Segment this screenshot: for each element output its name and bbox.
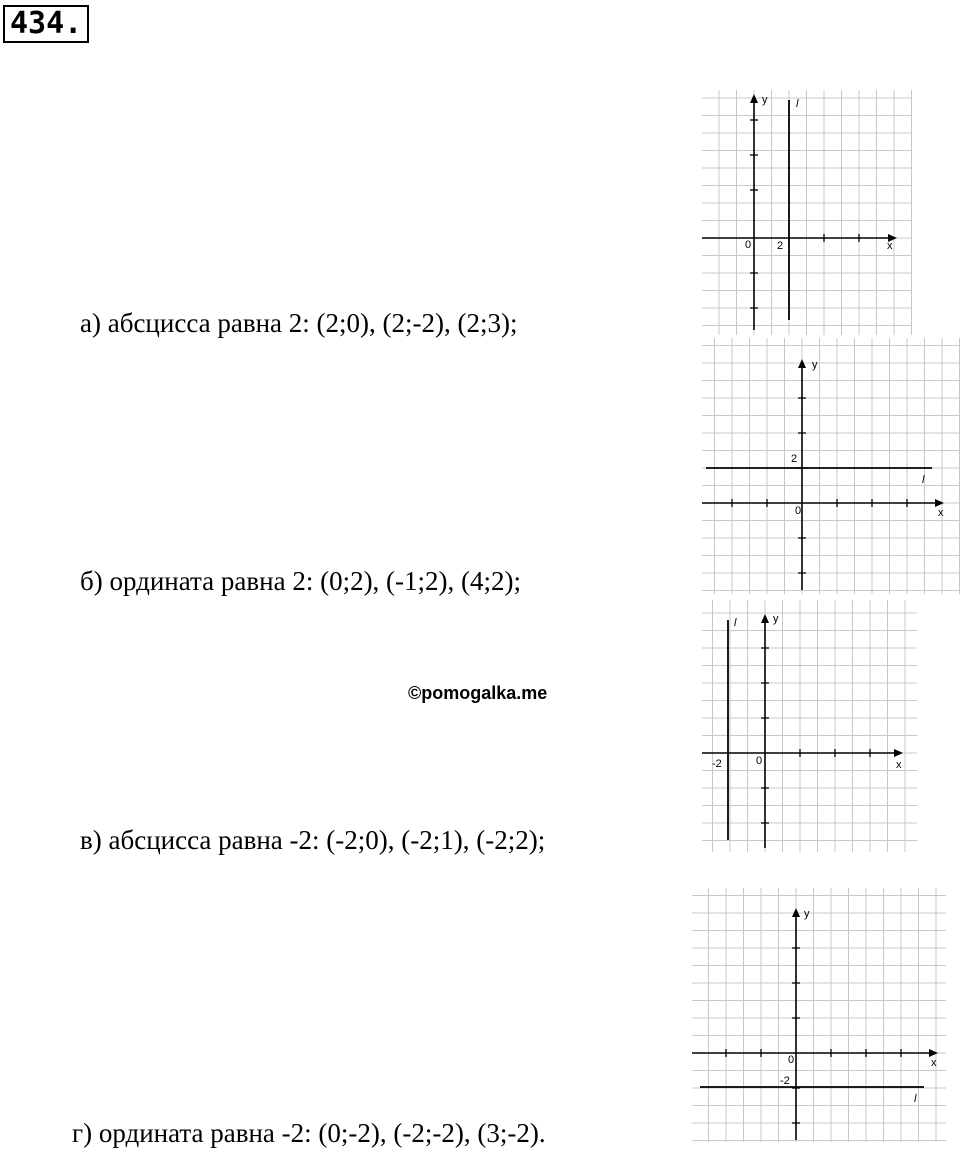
x-label-d: x — [931, 1057, 937, 1069]
graph-c — [702, 600, 917, 852]
x-arrow-c — [894, 749, 903, 757]
grid-a — [702, 90, 912, 335]
line-label-c: l — [734, 617, 737, 629]
graph-d — [692, 888, 946, 1142]
origin-b: 0 — [795, 505, 802, 517]
origin-c: 0 — [756, 755, 763, 767]
line-label-d: l — [914, 1093, 917, 1105]
problem-number: 434. — [3, 5, 89, 43]
y-label-d: y — [804, 908, 810, 920]
item-d-text: г) ордината равна -2: (0;-2), (-2;-2), (3;-2). — [72, 1118, 546, 1148]
origin-a: 0 — [745, 239, 752, 251]
value-label-a: 2 — [777, 240, 784, 252]
line-label-a: l — [796, 98, 799, 110]
grid-b — [702, 338, 960, 594]
grid-d — [692, 888, 946, 1142]
x-label-a: x — [887, 240, 893, 252]
x-label-b: x — [938, 507, 944, 519]
x-arrow-b — [935, 499, 944, 507]
y-arrow-c — [761, 614, 769, 623]
value-label-c: -2 — [712, 758, 722, 770]
y-label-c: y — [773, 613, 779, 625]
item-c-text: в) абсцисса равна -2: (-2;0), (-2;1), (-2;2); — [80, 825, 546, 855]
item-b-text: б) ордината равна 2: (0;2), (-1;2), (4;2); — [80, 566, 522, 596]
graph-b — [702, 338, 960, 594]
line-label-b: l — [922, 474, 925, 486]
y-label-a: y — [762, 94, 768, 106]
y-label-b: y — [812, 359, 818, 371]
value-label-b: 2 — [791, 453, 798, 465]
value-label-d: -2 — [780, 1075, 790, 1087]
grid-c — [702, 600, 917, 852]
graph-a — [702, 90, 912, 335]
item-a-text: а) абсцисса равна 2: (2;0), (2;-2), (2;3); — [80, 308, 518, 338]
x-arrow-d — [929, 1049, 938, 1057]
origin-d: 0 — [788, 1054, 795, 1066]
x-label-c: x — [896, 759, 902, 771]
watermark: ©pomogalka.me — [408, 683, 548, 703]
